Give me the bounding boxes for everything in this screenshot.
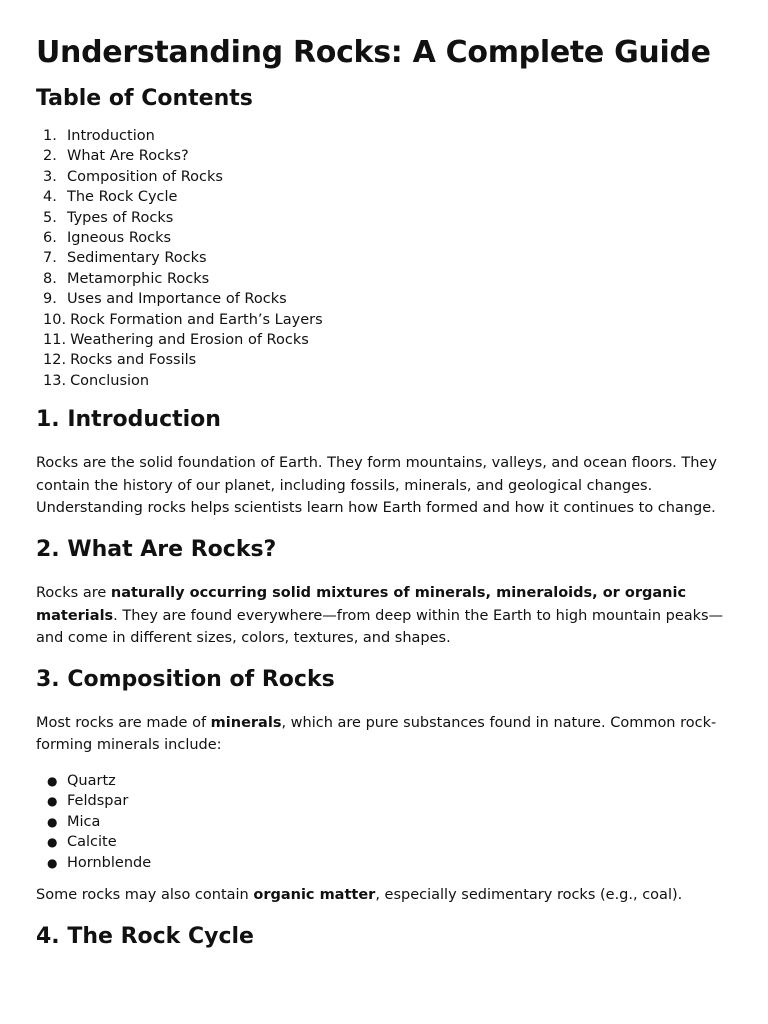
- toc-item-fossils: [36, 350, 732, 370]
- toc-item-igneous: [36, 228, 732, 248]
- section-composition: [36, 665, 732, 907]
- document-title: Understanding Rocks: A Complete Guide: [36, 35, 711, 70]
- list-item: [36, 812, 732, 832]
- toc-item-number: 8.: [43, 270, 57, 287]
- toc-item-conclusion: [36, 371, 732, 391]
- toc-item-label: Rocks and Fossils: [70, 352, 197, 369]
- bullet-icon: ●: [47, 794, 58, 809]
- paragraph-bold-text: organic matter: [253, 887, 376, 904]
- bullet-icon: ●: [47, 774, 58, 789]
- paragraph-bold-text: minerals: [210, 714, 282, 731]
- toc-item-number: 7.: [43, 250, 57, 267]
- table-of-contents: [36, 126, 732, 391]
- bullet-icon: ●: [47, 814, 58, 829]
- section-heading: 3. Composition of Rocks: [36, 666, 335, 692]
- toc-heading: Table of Contents: [36, 86, 253, 111]
- bullet-icon: ●: [47, 855, 58, 870]
- list-item: [36, 832, 732, 852]
- toc-item-label: Composition of Rocks: [67, 168, 223, 185]
- toc-item-label: Weathering and Erosion of Rocks: [70, 332, 309, 349]
- paragraph-text: Rocks are: [36, 585, 111, 602]
- toc-item-number: 11.: [43, 332, 67, 349]
- list-item-label: Quartz: [67, 773, 116, 790]
- toc-item-what-are-rocks: [36, 146, 732, 166]
- section-rock-cycle: [36, 922, 732, 952]
- paragraph-text: , especially sedimentary rocks (e.g., coal).: [375, 887, 683, 904]
- toc-item-label: Uses and Importance of Rocks: [67, 291, 287, 308]
- toc-item-formation: [36, 310, 732, 330]
- section-paragraph: [36, 582, 732, 650]
- section-heading: 1. Introduction: [36, 407, 221, 433]
- toc-item-number: 10.: [43, 311, 67, 328]
- toc-item-label: Types of Rocks: [67, 209, 174, 226]
- section-heading: 4. The Rock Cycle: [36, 923, 254, 949]
- toc-item-number: 2.: [43, 148, 57, 165]
- section-introduction: [36, 405, 732, 520]
- bullet-icon: ●: [47, 835, 58, 850]
- toc-item-rock-cycle: [36, 187, 732, 207]
- toc-item-introduction: [36, 126, 732, 146]
- toc-item-types: [36, 208, 732, 228]
- toc-item-label: Rock Formation and Earth’s Layers: [70, 311, 323, 328]
- paragraph-text: Some rocks may also contain: [36, 887, 254, 904]
- toc-item-sedimentary: [36, 248, 732, 268]
- list-item-label: Calcite: [67, 834, 117, 851]
- toc-item-number: 5.: [43, 209, 57, 226]
- section-paragraph: [36, 712, 732, 757]
- list-item-label: Hornblende: [67, 854, 152, 871]
- toc-item-number: 9.: [43, 291, 57, 308]
- section-paragraph: [36, 884, 732, 907]
- section-what-are-rocks: [36, 535, 732, 650]
- minerals-list: [36, 771, 732, 873]
- toc-item-weathering: [36, 330, 732, 350]
- toc-item-label: Igneous Rocks: [67, 230, 172, 247]
- list-item: [36, 771, 732, 791]
- paragraph-bold-text: naturally occurring solid mixtures of minerals, mineraloids, or organic materials: [36, 585, 687, 624]
- toc-item-label: Conclusion: [70, 372, 150, 389]
- toc-item-composition: [36, 167, 732, 187]
- paragraph-text: , which are pure substances found in nature. Common rock-forming minerals include:: [36, 714, 717, 754]
- paragraph-text: . They are found everywhere—from deep within the Earth to high mountain peaks—and come in different sizes, colors, textures, and shapes.: [36, 607, 724, 647]
- section-paragraph: Rocks are the solid foundation of Earth. They form mountains, valleys, and ocean floors. They contain the history of our planet, including fossils, minerals, and geological changes. Understanding rocks helps scientists learn how Earth formed and how it continues to change.: [36, 455, 717, 517]
- list-item-label: Feldspar: [67, 793, 129, 810]
- list-item: [36, 791, 732, 811]
- toc-item-uses: [36, 289, 732, 309]
- toc-item-label: Introduction: [67, 128, 155, 144]
- paragraph-text: Most rocks are made of: [36, 714, 211, 731]
- toc-item-number: 12.: [43, 352, 67, 369]
- section-heading: 2. What Are Rocks?: [36, 537, 277, 563]
- toc-item-metamorphic: [36, 269, 732, 289]
- toc-item-label: The Rock Cycle: [67, 189, 178, 206]
- toc-item-number: 13.: [43, 372, 67, 389]
- toc-item-number: 4.: [43, 189, 57, 206]
- toc-item-number: 1.: [43, 128, 57, 144]
- toc-item-label: Metamorphic Rocks: [67, 270, 210, 287]
- list-item: [36, 853, 732, 873]
- list-item-label: Mica: [67, 813, 101, 830]
- toc-item-label: Sedimentary Rocks: [67, 250, 207, 267]
- toc-item-number: 6.: [43, 230, 57, 247]
- toc-item-number: 3.: [43, 168, 57, 185]
- toc-item-label: What Are Rocks?: [67, 148, 189, 165]
